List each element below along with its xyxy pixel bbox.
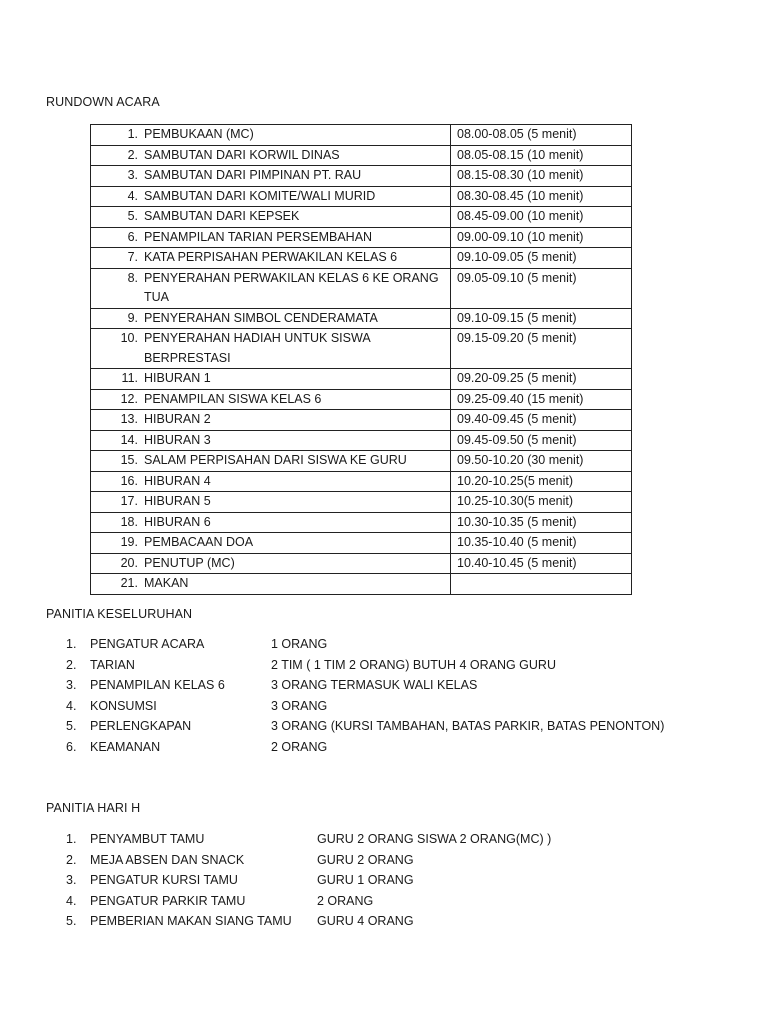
table-row bbox=[91, 268, 632, 308]
item-task: PEMBERIAN MAKAN SIANG TAMU bbox=[90, 914, 292, 928]
item-detail: GURU 4 ORANG bbox=[317, 914, 414, 928]
item-number: 5. bbox=[66, 719, 77, 733]
acara-item bbox=[97, 431, 444, 451]
acara-number: 12. bbox=[120, 391, 138, 406]
acara-item bbox=[97, 166, 444, 186]
item-number: 5. bbox=[66, 914, 77, 928]
acara-item bbox=[97, 309, 444, 329]
item-task: PENYAMBUT TAMU bbox=[90, 832, 205, 846]
acara-name: SALAM PERPISAHAN DARI SISWA KE GURU bbox=[144, 453, 407, 467]
acara-cell bbox=[91, 145, 451, 166]
item-number: 6. bbox=[66, 739, 77, 754]
acara-name: PEMBACAAN DOA bbox=[144, 535, 254, 549]
acara-name: PENAMPILAN SISWA KELAS 6 bbox=[144, 391, 322, 406]
acara-item bbox=[97, 125, 444, 145]
acara-number: 1. bbox=[127, 127, 138, 141]
table-row bbox=[91, 186, 632, 207]
acara-cell bbox=[91, 248, 451, 269]
item-task: PENGATUR PARKIR TAMU bbox=[90, 893, 246, 908]
panitia-keseluruhan-list bbox=[0, 634, 768, 757]
acara-number: 9. bbox=[127, 310, 138, 325]
acara-number: 16. bbox=[120, 473, 138, 488]
acara-number: 18. bbox=[120, 514, 138, 529]
list-item bbox=[0, 634, 768, 655]
acara-cell bbox=[91, 308, 451, 329]
item-number: 4. bbox=[66, 893, 77, 908]
waktu-cell: 10.35-10.40 (5 menit) bbox=[451, 533, 632, 554]
item-number: 1. bbox=[66, 637, 77, 651]
item-task: KONSUMSI bbox=[90, 698, 157, 713]
acara-number: 4. bbox=[127, 188, 138, 203]
acara-cell bbox=[91, 533, 451, 554]
table-row bbox=[91, 166, 632, 187]
waktu-cell: 10.25-10.30(5 menit) bbox=[451, 492, 632, 513]
acara-number: 7. bbox=[127, 250, 138, 264]
table-row bbox=[91, 125, 632, 146]
panitia-hari-h-list bbox=[0, 829, 768, 932]
acara-item bbox=[97, 574, 444, 594]
item-task: PENGATUR KURSI TAMU bbox=[90, 873, 238, 887]
acara-cell bbox=[91, 430, 451, 451]
acara-name: HIBURAN 3 bbox=[144, 432, 211, 447]
waktu-cell: 10.30-10.35 (5 menit) bbox=[451, 512, 632, 533]
waktu-cell: 09.15-09.20 (5 menit) bbox=[451, 329, 632, 369]
list-item bbox=[0, 655, 768, 676]
table-row bbox=[91, 430, 632, 451]
waktu-cell: 08.45-09.00 (10 menit) bbox=[451, 207, 632, 228]
item-detail: GURU 1 ORANG bbox=[317, 873, 414, 887]
acara-name: HIBURAN 6 bbox=[144, 514, 211, 529]
acara-item bbox=[97, 472, 444, 492]
acara-item bbox=[97, 269, 444, 308]
list-item bbox=[0, 911, 768, 932]
acara-name: PENYERAHAN PERWAKILAN KELAS 6 KE ORANG TUA bbox=[144, 270, 439, 304]
list-item bbox=[0, 891, 768, 912]
table-row bbox=[91, 492, 632, 513]
item-detail: 3 ORANG TERMASUK WALI KELAS bbox=[271, 678, 478, 692]
acara-cell bbox=[91, 410, 451, 431]
acara-number: 17. bbox=[120, 494, 138, 508]
acara-cell bbox=[91, 553, 451, 574]
item-task: PENGATUR ACARA bbox=[90, 637, 205, 651]
acara-name: HIBURAN 1 bbox=[144, 371, 211, 385]
acara-name: HIBURAN 4 bbox=[144, 473, 211, 488]
acara-number: 5. bbox=[127, 209, 138, 223]
waktu-cell: 08.15-08.30 (10 menit) bbox=[451, 166, 632, 187]
acara-number: 14. bbox=[120, 432, 138, 447]
acara-name: HIBURAN 5 bbox=[144, 494, 211, 508]
list-item bbox=[0, 850, 768, 871]
waktu-cell: 09.50-10.20 (30 menit) bbox=[451, 451, 632, 472]
waktu-cell: 10.40-10.45 (5 menit) bbox=[451, 553, 632, 574]
acara-cell bbox=[91, 369, 451, 390]
waktu-cell: 09.45-09.50 (5 menit) bbox=[451, 430, 632, 451]
item-number: 3. bbox=[66, 678, 77, 692]
item-task: KEAMANAN bbox=[90, 739, 161, 754]
acara-name: PENYERAHAN HADIAH UNTUK SISWA BERPRESTASI bbox=[144, 331, 370, 365]
waktu-cell: 09.10-09.05 (5 menit) bbox=[451, 248, 632, 269]
acara-name: PEMBUKAAN (MC) bbox=[144, 127, 254, 141]
acara-name: SAMBUTAN DARI PIMPINAN PT. RAU bbox=[144, 168, 362, 182]
acara-item bbox=[97, 390, 444, 410]
acara-number: 19. bbox=[120, 535, 138, 549]
list-item bbox=[0, 716, 768, 737]
waktu-cell: 08.00-08.05 (5 menit) bbox=[451, 125, 632, 146]
acara-number: 10. bbox=[120, 331, 138, 345]
acara-cell bbox=[91, 125, 451, 146]
waktu-cell: 08.05-08.15 (10 menit) bbox=[451, 145, 632, 166]
acara-cell bbox=[91, 207, 451, 228]
acara-cell bbox=[91, 186, 451, 207]
acara-item bbox=[97, 329, 444, 368]
acara-item bbox=[97, 492, 444, 512]
waktu-cell: 09.25-09.40 (15 menit) bbox=[451, 389, 632, 410]
table-row bbox=[91, 207, 632, 228]
table-row bbox=[91, 389, 632, 410]
waktu-cell: 09.05-09.10 (5 menit) bbox=[451, 268, 632, 308]
item-number: 4. bbox=[66, 698, 77, 713]
waktu-cell: 09.20-09.25 (5 menit) bbox=[451, 369, 632, 390]
acara-number: 3. bbox=[127, 168, 138, 182]
list-item bbox=[0, 870, 768, 891]
acara-number: 20. bbox=[120, 555, 138, 570]
acara-item bbox=[97, 248, 444, 268]
acara-name: HIBURAN 2 bbox=[144, 412, 211, 426]
table-row bbox=[91, 574, 632, 595]
table-row bbox=[91, 451, 632, 472]
item-task: PERLENGKAPAN bbox=[90, 719, 192, 733]
list-item bbox=[0, 829, 768, 850]
acara-cell bbox=[91, 268, 451, 308]
item-number: 3. bbox=[66, 873, 77, 887]
acara-name: SAMBUTAN DARI KORWIL DINAS bbox=[144, 147, 340, 162]
item-number: 1. bbox=[66, 832, 77, 846]
table-row bbox=[91, 329, 632, 369]
item-task: PENAMPILAN KELAS 6 bbox=[90, 678, 225, 692]
waktu-cell: 08.30-08.45 (10 menit) bbox=[451, 186, 632, 207]
panitia-keseluruhan-heading: PANITIA KESELURUHAN bbox=[46, 607, 193, 621]
rundown-heading: RUNDOWN ACARA bbox=[46, 95, 160, 109]
table-row bbox=[91, 145, 632, 166]
item-task: TARIAN bbox=[90, 657, 135, 672]
acara-cell bbox=[91, 574, 451, 595]
acara-cell bbox=[91, 471, 451, 492]
list-item bbox=[0, 675, 768, 696]
item-detail: 2 TIM ( 1 TIM 2 ORANG) BUTUH 4 ORANG GURU bbox=[271, 657, 556, 672]
acara-item bbox=[97, 410, 444, 430]
acara-number: 15. bbox=[120, 453, 138, 467]
acara-item bbox=[97, 228, 444, 248]
panitia-hari-h-heading: PANITIA HARI H bbox=[46, 801, 141, 815]
acara-name: SAMBUTAN DARI KOMITE/WALI MURID bbox=[144, 188, 376, 203]
item-detail: 2 ORANG bbox=[317, 893, 374, 908]
list-item bbox=[0, 696, 768, 717]
item-detail: 3 ORANG bbox=[271, 698, 328, 713]
acara-item bbox=[97, 533, 444, 553]
acara-item bbox=[97, 554, 444, 574]
table-row bbox=[91, 410, 632, 431]
acara-number: 8. bbox=[127, 270, 138, 285]
acara-item bbox=[97, 513, 444, 533]
item-task: MEJA ABSEN DAN SNACK bbox=[90, 852, 245, 867]
acara-name: PENYERAHAN SIMBOL CENDERAMATA bbox=[144, 310, 378, 325]
waktu-cell bbox=[451, 574, 632, 595]
item-detail: GURU 2 ORANG bbox=[317, 852, 414, 867]
item-detail: GURU 2 ORANG SISWA 2 ORANG(MC) ) bbox=[317, 832, 552, 846]
item-detail: 1 ORANG bbox=[271, 637, 328, 651]
table-row bbox=[91, 248, 632, 269]
acara-cell bbox=[91, 389, 451, 410]
acara-cell bbox=[91, 492, 451, 513]
acara-cell bbox=[91, 451, 451, 472]
acara-item bbox=[97, 207, 444, 227]
table-row bbox=[91, 227, 632, 248]
acara-number: 11. bbox=[121, 371, 138, 385]
item-detail: 3 ORANG (KURSI TAMBAHAN, BATAS PARKIR, BATAS PENONTON) bbox=[271, 719, 665, 733]
table-row bbox=[91, 308, 632, 329]
acara-cell bbox=[91, 512, 451, 533]
acara-name: PENUTUP (MC) bbox=[144, 555, 235, 570]
table-row bbox=[91, 512, 632, 533]
item-detail: 2 ORANG bbox=[271, 739, 328, 754]
acara-cell bbox=[91, 166, 451, 187]
acara-number: 6. bbox=[127, 229, 138, 244]
acara-item bbox=[97, 146, 444, 166]
acara-number: 21. bbox=[120, 576, 138, 590]
waktu-cell: 09.00-09.10 (10 menit) bbox=[451, 227, 632, 248]
waktu-cell: 09.40-09.45 (5 menit) bbox=[451, 410, 632, 431]
table-row bbox=[91, 553, 632, 574]
acara-number: 13. bbox=[120, 412, 138, 426]
acara-name: MAKAN bbox=[144, 576, 189, 590]
item-number: 2. bbox=[66, 852, 77, 867]
item-number: 2. bbox=[66, 657, 77, 672]
table-row bbox=[91, 369, 632, 390]
acara-cell bbox=[91, 329, 451, 369]
acara-item bbox=[97, 451, 444, 471]
acara-number: 2. bbox=[127, 147, 138, 162]
waktu-cell: 09.10-09.15 (5 menit) bbox=[451, 308, 632, 329]
rundown-table bbox=[90, 124, 632, 595]
acara-cell bbox=[91, 227, 451, 248]
table-row bbox=[91, 533, 632, 554]
acara-name: SAMBUTAN DARI KEPSEK bbox=[144, 209, 300, 223]
acara-name: KATA PERPISAHAN PERWAKILAN KELAS 6 bbox=[144, 250, 398, 264]
table-row bbox=[91, 471, 632, 492]
acara-item bbox=[97, 369, 444, 389]
acara-item bbox=[97, 187, 444, 207]
waktu-cell: 10.20-10.25(5 menit) bbox=[451, 471, 632, 492]
acara-name: PENAMPILAN TARIAN PERSEMBAHAN bbox=[144, 229, 373, 244]
list-item bbox=[0, 737, 768, 758]
